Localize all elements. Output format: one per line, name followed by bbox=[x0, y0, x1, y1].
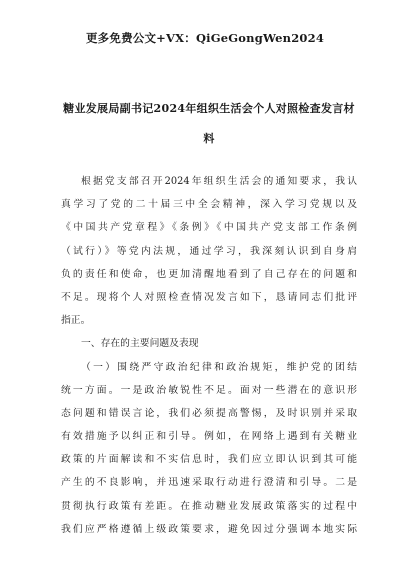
body-line: （试行）》等党内法规，通过学习，我深刻认识到自身肩 bbox=[61, 245, 357, 257]
document-body bbox=[61, 170, 357, 541]
body-line: 负的责任和使命，也更加清醒地看到了自己存在的问题和 bbox=[61, 268, 357, 280]
body-line: 有效措施予以纠正和引导。例如，在网络上遇到有关糖业 bbox=[61, 431, 357, 443]
section-heading: 一、存在的主要问题及表现 bbox=[81, 338, 199, 350]
body-line: 根据党支部召开2024年组织生活会的通知要求，我认 bbox=[81, 176, 357, 187]
body-line: 统一方面。一是政治敏锐性不足。面对一些潜在的意识形 bbox=[61, 384, 357, 396]
title-line-1: 糖业发展局副书记2024年组织生活会个人对照检查发言材 bbox=[63, 102, 355, 115]
body-line: 态问题和错误言论，我们必须提高警惕，及时识别并采取 bbox=[61, 407, 357, 419]
body-line: 我们应严格遵循上级政策要求，避免因过分强调本地实际 bbox=[61, 523, 357, 535]
body-line: 指正。 bbox=[61, 315, 91, 327]
body-line: 政策的片面解读和不实信息时，我们应立即认识到其可能 bbox=[61, 454, 357, 466]
body-line: 真学习了党的二十届三中全会精神，深入学习党规以及 bbox=[61, 199, 357, 211]
header-watermark-text: 更多免费公文+VX：QiGeGongWen2024 bbox=[85, 31, 325, 45]
body-line: （一）围绕严守政治纪律和政治规矩，维护党的团结 bbox=[81, 361, 357, 373]
body-line: 产生的不良影响，并迅速采取行动进行澄清和引导。二是 bbox=[61, 477, 357, 489]
title-line-2: 料 bbox=[203, 132, 215, 145]
body-line: 贯彻执行政策有差距。在推动糖业发展政策落实的过程中 bbox=[61, 500, 357, 512]
body-line: 不足。现将个人对照检查情况发言如下，恳请同志们批评 bbox=[61, 291, 357, 303]
body-line: 《中国共产党章程》《条例》《中国共产党支部工作条例 bbox=[61, 222, 357, 234]
document-title bbox=[50, 94, 368, 154]
